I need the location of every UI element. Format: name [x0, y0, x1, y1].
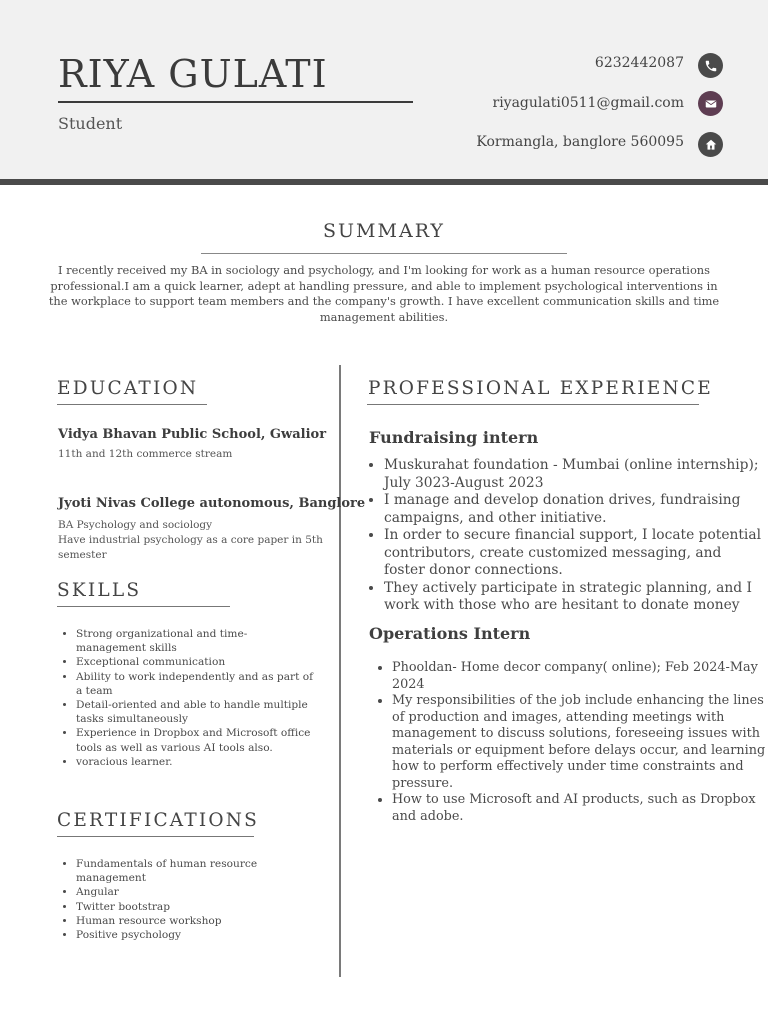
education-heading: EDUCATION: [57, 378, 199, 399]
list-item: • voracious learner.: [76, 755, 316, 769]
list-item: • Positive psychology: [76, 928, 306, 942]
education-detail: 11th and 12th commerce stream: [58, 448, 233, 460]
job-bullets: [374, 660, 768, 825]
mail-icon: [698, 91, 723, 116]
list-item: • Detail-oriented and able to handle multiple tasks simultaneously: [76, 698, 316, 726]
experience-underline: [367, 404, 699, 405]
list-item: • How to use Microsoft and AI products, such as Dropbox and adobe.: [392, 792, 768, 825]
list-item: • Angular: [76, 885, 306, 899]
home-icon: [698, 132, 723, 157]
list-item: • Human resource workshop: [76, 914, 306, 928]
summary-underline: [201, 253, 567, 254]
list-item: • Experience in Dropbox and Microsoft office tools as well as various AI tools also.: [76, 726, 316, 754]
header-divider: [0, 179, 768, 185]
name-underline: [58, 101, 413, 103]
email-address: riyagulati0511@gmail.com: [492, 95, 684, 111]
list-item: • Strong organizational and time-management skills: [76, 627, 316, 655]
list-item: • Exceptional communication: [76, 655, 316, 669]
education-detail: BA Psychology and sociology: [58, 519, 213, 531]
column-divider: [339, 365, 341, 977]
list-item: • Fundamentals of human resource management: [76, 857, 306, 885]
skills-list: [58, 627, 316, 769]
list-item: • I manage and develop donation drives, fundraising campaigns, and other initiative.: [384, 492, 764, 527]
list-item: • Phooldan- Home decor company( online); Feb 2024-May 2024: [392, 660, 768, 693]
skills-underline: [57, 606, 230, 607]
candidate-role: Student: [58, 114, 123, 133]
phone-number: 6232442087: [594, 55, 684, 71]
phone-icon: [698, 53, 723, 78]
skills-heading: SKILLS: [57, 580, 142, 601]
job-bullets: [366, 457, 764, 615]
certifications-list: [58, 857, 306, 942]
certifications-heading: CERTIFICATIONS: [57, 810, 260, 831]
candidate-name: RIYA GULATI: [58, 52, 328, 96]
experience-heading: PROFESSIONAL EXPERIENCE: [368, 378, 713, 399]
list-item: • Twitter bootstrap: [76, 900, 306, 914]
list-item: • In order to secure financial support, I locate potential contributors, create customized messaging, and foster donor connections.: [384, 527, 764, 580]
list-item: • They actively participate in strategic planning, and I work with those who are hesitant to donate money: [384, 580, 764, 615]
list-item: • Ability to work independently and as part of a team: [76, 670, 316, 698]
education-detail: Have industrial psychology as a core paper in 5th semester: [58, 534, 323, 561]
job-title: Fundraising intern: [369, 428, 539, 447]
education-underline: [57, 404, 207, 405]
home-address: Kormangla, banglore 560095: [476, 134, 684, 150]
certifications-underline: [57, 836, 254, 837]
summary-text: I recently received my BA in sociology and psychology, and I'm looking for work as a human resource operations professional.I am a quick learner, adept at handling pressure, and able to implement psychological interventions in the workplace to support team members and the company's growth. I have excellent communication skills and time management abilities.: [48, 263, 720, 324]
summary-heading: SUMMARY: [323, 220, 445, 242]
job-title: Operations Intern: [369, 624, 531, 643]
education-school: Vidya Bhavan Public School, Gwalior: [58, 427, 327, 442]
education-school: Jyoti Nivas College autonomous, Banglore: [58, 496, 366, 511]
list-item: • My responsibilities of the job include enhancing the lines of production and images, attending meetings with management to discuss solutions, foreseeing issues with materials or equipment before delays occur, and learning how to perform effectively under time constraints and pressure.: [392, 693, 768, 792]
list-item: • Muskurahat foundation - Mumbai (online internship); July 3023-August 2023: [384, 457, 764, 492]
